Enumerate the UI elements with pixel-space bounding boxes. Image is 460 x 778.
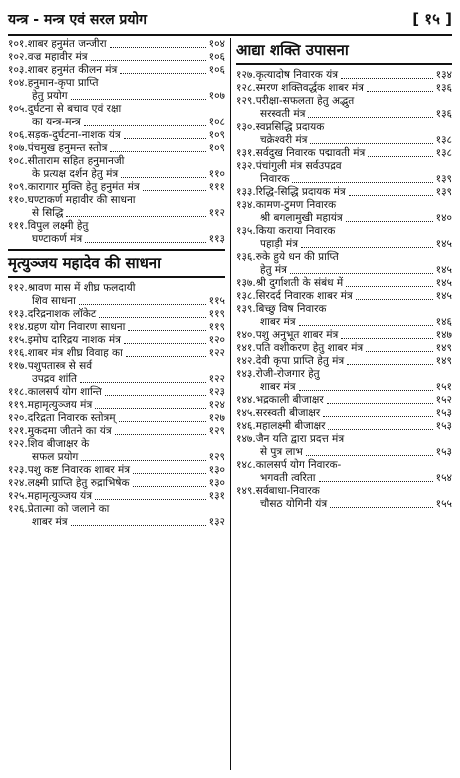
toc-entry-page-number: १३६ [435, 82, 452, 94]
toc-entry-page-number: १०६ [208, 64, 225, 76]
dot-leader [81, 460, 205, 461]
toc-entry-line [236, 303, 452, 316]
toc-entry [8, 321, 225, 334]
toc-entry-line [236, 381, 452, 394]
toc-entry-title: १३०.स्वप्नसिद्धि प्रदायक [236, 121, 325, 133]
toc-entry-title: हेतु प्रयोग [32, 90, 68, 102]
toc-entry-line [8, 334, 225, 347]
dot-leader [110, 151, 205, 152]
toc-entry-title: घण्टाकर्ण मंत्र [32, 233, 83, 245]
toc-entry-line [8, 51, 225, 64]
toc-entry-page-number: १५३ [435, 446, 452, 458]
toc-entry-line [8, 129, 225, 142]
toc-entry-title: १३८.सिरदर्द निवारक शाबर मंत्र [236, 290, 353, 302]
toc-entry [8, 425, 225, 438]
toc-entry-page-number: १४० [435, 212, 452, 224]
toc-entry-title: १४६.महालक्ष्मी बीजाक्षर [236, 420, 326, 432]
toc-entry-page-number: १५५ [435, 498, 452, 510]
toc-entry-line [8, 503, 225, 516]
toc-entry-line [236, 316, 452, 329]
toc-entry-page-number: ११५ [208, 295, 225, 307]
toc-entry-title: शाबर मंत्र [260, 381, 296, 393]
toc-entry [8, 38, 225, 51]
toc-entry [8, 399, 225, 412]
toc-entry [236, 329, 452, 342]
toc-list-adya-shakti [236, 69, 452, 511]
toc-entry-line [236, 472, 452, 485]
section-heading-adya-shakti: आद्या शक्ति उपासना [236, 38, 452, 65]
toc-entry-line [236, 69, 452, 82]
toc-entry-title: ११५.इमोघ दारिद्रय नाशक मंत्र [8, 334, 121, 346]
toc-entry-title: १४९.सर्वबाधा-निवारक [236, 485, 320, 497]
dot-leader [119, 421, 206, 422]
toc-entry [8, 412, 225, 425]
toc-entry [236, 121, 452, 147]
toc-entry [8, 477, 225, 490]
toc-entry-title: १२०.दरिद्रता निवारक स्तोत्रम् [8, 412, 116, 424]
toc-entry [236, 459, 452, 485]
dot-leader [128, 330, 205, 331]
toc-entry-title: १०९.कारागार मुक्ति हेतु हनुमंत मंत्र [8, 181, 140, 193]
toc-entry-page-number: ११९ [208, 321, 225, 333]
toc-entry-title: १३१.सर्वदुख निवारक पद्मावती मंत्र [236, 147, 366, 159]
toc-entry [8, 64, 225, 77]
toc-entry-title: ११४.ग्रहण योग निवारण साधना [8, 321, 126, 333]
toc-entry-line [8, 77, 225, 90]
toc-entry-title: १४१.पति वशीकरण हेतु शाबर मंत्र [236, 342, 364, 354]
toc-entry-line [236, 95, 452, 108]
dot-leader [347, 364, 432, 365]
toc-entry-title: का यन्त्र-मन्त्र [32, 116, 81, 128]
toc-entry-title: शाबर मंत्र [32, 516, 68, 528]
toc-entry-title: शिव साधना [32, 295, 76, 307]
toc-entry-title: के प्रत्यक्ष दर्शन हेतु मंत्र [32, 168, 119, 180]
dot-leader [323, 416, 432, 417]
toc-entry-title: उपद्रव शांति [32, 373, 78, 385]
toc-entry [236, 303, 452, 329]
toc-entry-line [236, 433, 452, 446]
toc-entry-line [236, 225, 452, 238]
dot-leader [301, 247, 433, 248]
toc-entry-line [8, 207, 225, 220]
toc-entry-title: से सिद्धि [32, 207, 64, 219]
toc-entry-title: १०२.वज्र महावीर मंत्र [8, 51, 88, 63]
toc-entry-line [236, 264, 452, 277]
toc-entry-line [236, 173, 452, 186]
toc-entry-line [8, 194, 225, 207]
toc-entry-title: भगवती त्वरिता [260, 472, 316, 484]
toc-entry-title: १०५.दुर्घटना से बचाव एवं रक्षा [8, 103, 122, 115]
toc-entry-title: १२३.पशु कष्ट निवारक शाबर मंत्र [8, 464, 131, 476]
toc-entry-title: १०३.शाबर हनुमंत कीलन मंत्र [8, 64, 118, 76]
toc-entry-page-number: १३९ [435, 186, 452, 198]
toc-entry [8, 386, 225, 399]
toc-entry-page-number: १४९ [435, 342, 452, 354]
dot-leader [84, 125, 206, 126]
toc-entry-line [8, 451, 225, 464]
toc-entry-line [8, 308, 225, 321]
toc-entry-page-number: १४९ [435, 355, 452, 367]
toc-entry [8, 194, 225, 220]
toc-entry-title: १४८.कालसर्प योग निवारक- [236, 459, 342, 471]
toc-entry [236, 355, 452, 368]
column-divider [230, 38, 231, 770]
toc-entry-title: ११०.घण्टाकर्ण महावीर की साधना [8, 194, 136, 206]
toc-entry-page-number: १३९ [435, 173, 452, 185]
toc-list-mrityunjaya [8, 282, 225, 529]
dot-leader [310, 143, 432, 144]
toc-entry-title: चक्रेश्वरी मंत्र [260, 134, 308, 146]
toc-entry [8, 103, 225, 129]
toc-entry-line [8, 155, 225, 168]
toc-entry-page-number: १०९ [208, 142, 225, 154]
dot-leader [71, 99, 206, 100]
toc-entry [236, 290, 452, 303]
right-column [236, 38, 452, 511]
dot-leader [133, 473, 206, 474]
toc-entry-line [236, 342, 452, 355]
dot-leader [124, 138, 206, 139]
toc-entry-line [236, 290, 452, 303]
dot-leader [366, 351, 432, 352]
toc-entry-page-number: १४५ [435, 290, 452, 302]
toc-entry-page-number: १३६ [435, 108, 452, 120]
page-number: [ १५ ] [412, 10, 452, 28]
toc-entry-line [8, 38, 225, 51]
toc-entry-page-number: १२९ [208, 451, 225, 463]
page-header [8, 8, 452, 34]
toc-entry-title: १२१.मुकदमा जीतने का यंत्र [8, 425, 112, 437]
toc-entry-page-number: १०८ [208, 116, 225, 128]
dot-leader [143, 190, 206, 191]
toc-entry-line [236, 108, 452, 121]
toc-entry-page-number: १३० [208, 477, 225, 489]
toc-entry-title: १३३.रिद्धि-सिद्धि प्रदायक मंत्र [236, 186, 346, 198]
toc-entry-line [236, 212, 452, 225]
toc-entry-title: १२६.प्रेतात्मा को जलाने का [8, 503, 110, 515]
toc-entry-title: १३२.पंचांगुली मंत्र सर्वउपद्रव [236, 160, 342, 172]
toc-entry-page-number: १०६ [208, 51, 225, 63]
toc-entry-title: चौसठ योगिनी यंत्र [260, 498, 328, 510]
dot-leader [349, 195, 433, 196]
toc-entry [236, 147, 452, 160]
toc-entry-line [236, 407, 452, 420]
toc-entry [8, 142, 225, 155]
toc-entry-title: १२९.परीक्षा-सफलता हेतु अद्भुत [236, 95, 355, 107]
toc-entry-title: ११८.कालसर्प योग शान्ति [8, 386, 102, 398]
toc-entry-line [8, 168, 225, 181]
toc-entry-line [236, 82, 452, 95]
toc-entry-line [8, 438, 225, 451]
toc-entry-title: ११३.दरिद्रनाशक लॉकेट [8, 308, 97, 320]
dot-leader [356, 299, 433, 300]
toc-entry-title: १०४.हनुमान-कृपा प्राप्ति [8, 77, 99, 89]
section-heading-mrityunjaya: मृत्युञ्जय महादेव की साधना [8, 249, 225, 278]
toc-entry-title: से पुत्र लाभ [260, 446, 303, 458]
toc-entry-title: ११९.महामृत्युञ्जय मंत्र [8, 399, 93, 411]
toc-entry-line [8, 464, 225, 477]
toc-entry-page-number: ११३ [208, 233, 225, 245]
toc-entry-title: १३६.रुके हुये धन की प्राप्ति [236, 251, 339, 263]
toc-entry [236, 407, 452, 420]
toc-entry-line [236, 459, 452, 472]
toc-entry-line [8, 103, 225, 116]
dot-leader [299, 325, 433, 326]
toc-entry [8, 308, 225, 321]
toc-entry-page-number: १०७ [208, 90, 225, 102]
toc-entry-page-number: १४६ [435, 316, 452, 328]
toc-entry-page-number: १४५ [435, 238, 452, 250]
toc-entry-line [8, 477, 225, 490]
toc-entry-title: १२५.महामृत्युञ्जय यंत्र [8, 490, 93, 502]
dot-leader [91, 60, 206, 61]
toc-entry-page-number: ११९ [208, 308, 225, 320]
dot-leader [346, 221, 433, 222]
toc-entry-line [8, 399, 225, 412]
toc-entry-line [8, 425, 225, 438]
toc-entry-page-number: १२२ [208, 373, 225, 385]
dot-leader [124, 343, 206, 344]
toc-entry-title: १२७.कृत्यादोष निवारक यंत्र [236, 69, 339, 81]
toc-entry [236, 342, 452, 355]
toc-entry-page-number: १२७ [208, 412, 225, 424]
toc-entry-page-number: १५१ [435, 381, 452, 393]
toc-entry-page-number: १५२ [435, 394, 452, 406]
toc-entry-title: १३५.किया कराया निवारक [236, 225, 336, 237]
toc-entry-title: पहाड़ी मंत्र [260, 238, 299, 250]
toc-entry [236, 199, 452, 225]
toc-entry [8, 77, 225, 103]
dot-leader [308, 117, 432, 118]
toc-entry-page-number: १५४ [435, 472, 452, 484]
toc-entry-title: १३४.कामण-टुमण निवारक [236, 199, 337, 211]
toc-entry-page-number: ११२ [208, 207, 225, 219]
toc-entry-page-number: १५३ [435, 420, 452, 432]
toc-entry [236, 394, 452, 407]
toc-entry-line [8, 373, 225, 386]
toc-entry-line [8, 386, 225, 399]
toc-entry-page-number: १३१ [208, 490, 225, 502]
toc-entry-page-number: १५३ [435, 407, 452, 419]
dot-leader [133, 486, 206, 487]
toc-entry [8, 181, 225, 194]
toc-entry-title: १०८.सीताराम सहित हनुमानजी [8, 155, 125, 167]
toc-entry-line [236, 199, 452, 212]
toc-entry-page-number: १३४ [435, 69, 452, 81]
dot-leader [121, 177, 205, 178]
dot-leader [110, 47, 206, 48]
toc-entry-page-number: ११० [208, 168, 225, 180]
toc-entry [236, 368, 452, 394]
dot-leader [66, 216, 205, 217]
toc-entry-title: १३९.बिच्छु विष निवारक [236, 303, 327, 315]
left-column [8, 38, 225, 529]
toc-entry-page-number: १४५ [435, 277, 452, 289]
toc-entry-title: १०७.पंचमुख हनुमन्त स्तोत्र [8, 142, 108, 154]
toc-entry-title: श्री बगलामुखी महायंत्र [260, 212, 343, 224]
toc-entry-title: ११६.शाबर मंत्र शीघ्र विवाह का [8, 347, 123, 359]
toc-entry-title: ११७.पशुपतास्त्र से सर्व [8, 360, 93, 372]
dot-leader [328, 429, 432, 430]
toc-entry [236, 433, 452, 459]
toc-entry-title: १२२.शिव बीजाक्षर के [8, 438, 90, 450]
toc-entry-title: १३७.श्री दुर्गाशती के संबंध में [236, 277, 344, 289]
dot-leader [292, 182, 432, 183]
toc-entry-line [8, 90, 225, 103]
toc-entry-page-number: १०९ [208, 129, 225, 141]
toc-entry-page-number: १२९ [208, 425, 225, 437]
toc-entry [236, 186, 452, 199]
dot-leader [299, 390, 433, 391]
toc-entry-page-number: १३२ [208, 516, 225, 528]
toc-entry [236, 95, 452, 121]
toc-entry-line [236, 329, 452, 342]
toc-entry-line [236, 498, 452, 511]
toc-entry-title: १४५.सरस्वती बीजाक्षर [236, 407, 321, 419]
toc-entry-page-number: १०४ [208, 38, 225, 50]
toc-entry-line [236, 394, 452, 407]
toc-entry-title: १४३.रोजी-रोजगार हेतु [236, 368, 320, 380]
toc-entry-line [236, 277, 452, 290]
toc-entry-line [236, 446, 452, 459]
toc-entry-title: १२४.लक्ष्मी प्राप्ति हेतु रुद्राभिषेक [8, 477, 130, 489]
toc-entry-line [236, 121, 452, 134]
toc-entry [8, 334, 225, 347]
toc-entry-line [8, 295, 225, 308]
toc-entry-page-number: १३८ [435, 147, 452, 159]
dot-leader [105, 395, 206, 396]
toc-entry-title: १४२.देवी कृपा प्राप्ति हेतु मंत्र [236, 355, 345, 367]
toc-entry-title: १२८.स्मरण शक्तिवर्द्धक शाबर मंत्र [236, 82, 364, 94]
toc-entry-title: १०१.शाबर हनुमंत जन्जीरा [8, 38, 107, 50]
toc-entry-line [8, 282, 225, 295]
toc-entry-line [236, 134, 452, 147]
toc-entry-line [8, 64, 225, 77]
toc-entry [8, 490, 225, 503]
dot-leader [126, 356, 206, 357]
toc-entry [8, 360, 225, 386]
toc-entry-page-number: १२२ [208, 347, 225, 359]
toc-entry-line [236, 186, 452, 199]
toc-entry-title: सफल प्रयोग [32, 451, 79, 463]
toc-entry-title: १४४.भद्रकाली बीजाक्षर [236, 394, 324, 406]
running-title: यन्त्र - मन्त्र एवं सरल प्रयोग [8, 12, 148, 28]
toc-entry-line [236, 420, 452, 433]
toc-entry-page-number: १२४ [208, 399, 225, 411]
toc-entry [8, 51, 225, 64]
header-rule [8, 34, 452, 36]
dot-leader [306, 455, 433, 456]
toc-list-hanuman [8, 38, 225, 246]
dot-leader [330, 507, 432, 508]
toc-entry [8, 220, 225, 246]
dot-leader [368, 156, 432, 157]
toc-entry [236, 251, 452, 277]
toc-entry-line [8, 321, 225, 334]
dot-leader [95, 408, 205, 409]
dot-leader [367, 91, 433, 92]
toc-entry [236, 420, 452, 433]
toc-entry-line [8, 116, 225, 129]
toc-entry [236, 69, 452, 82]
toc-entry [8, 438, 225, 464]
toc-entry [236, 277, 452, 290]
toc-entry-page-number: १३० [208, 464, 225, 476]
toc-entry [236, 160, 452, 186]
toc-entry-line [8, 347, 225, 360]
toc-entry [236, 225, 452, 251]
toc-entry-line [8, 490, 225, 503]
toc-entry-title: सरस्वती मंत्र [260, 108, 306, 120]
dot-leader [346, 286, 432, 287]
toc-entry-line [8, 360, 225, 373]
toc-entry-line [236, 368, 452, 381]
toc-entry [8, 347, 225, 360]
dot-leader [319, 481, 433, 482]
toc-entry-line [8, 412, 225, 425]
toc-entry-line [8, 516, 225, 529]
toc-entry [8, 129, 225, 142]
toc-entry-page-number: १४५ [435, 264, 452, 276]
dot-leader [327, 403, 433, 404]
toc-entry-line [236, 238, 452, 251]
toc-entry-line [236, 160, 452, 173]
dot-leader [79, 304, 206, 305]
dot-leader [115, 434, 206, 435]
toc-entry-title: हेतु मंत्र [260, 264, 287, 276]
toc-entry-title: १०६.सड़क-दुर्घटना-नाशक यंत्र [8, 129, 121, 141]
toc-entry [8, 155, 225, 181]
toc-entry-line [236, 485, 452, 498]
toc-entry-line [236, 355, 452, 368]
toc-entry [8, 464, 225, 477]
toc-entry-title: ११२.श्रावण मास में शीघ्र फलदायी [8, 282, 136, 294]
toc-entry-page-number: १२० [208, 334, 225, 346]
dot-leader [99, 317, 205, 318]
toc-entry-line [236, 147, 452, 160]
dot-leader [80, 382, 206, 383]
dot-leader [71, 525, 206, 526]
toc-entry-title: शाबर मंत्र [260, 316, 296, 328]
dot-leader [290, 273, 433, 274]
toc-entry [236, 485, 452, 511]
toc-entry [236, 82, 452, 95]
toc-entry-line [236, 251, 452, 264]
toc-entry [8, 282, 225, 308]
toc-entry-line [8, 220, 225, 233]
dot-leader [341, 338, 432, 339]
toc-entry-page-number: १११ [208, 181, 225, 193]
toc-entry-title: निवारक [260, 173, 290, 185]
dot-leader [95, 499, 206, 500]
dot-leader [120, 73, 205, 74]
toc-entry-title: १४७.जैन यति द्वारा प्रदत्त मंत्र [236, 433, 345, 445]
toc-entry-page-number: १३८ [435, 134, 452, 146]
dot-leader [85, 242, 205, 243]
toc-entry-line [8, 181, 225, 194]
toc-entry-title: १४०.पशु अनुभूत शाबर मंत्र [236, 329, 339, 341]
toc-entry [8, 503, 225, 529]
toc-entry-line [8, 233, 225, 246]
toc-entry-title: १११.विपुल लक्ष्मी हेतु [8, 220, 89, 232]
dot-leader [341, 78, 433, 79]
toc-entry-line [8, 142, 225, 155]
toc-entry-page-number: १२३ [208, 386, 225, 398]
toc-entry-page-number: १४७ [435, 329, 452, 341]
